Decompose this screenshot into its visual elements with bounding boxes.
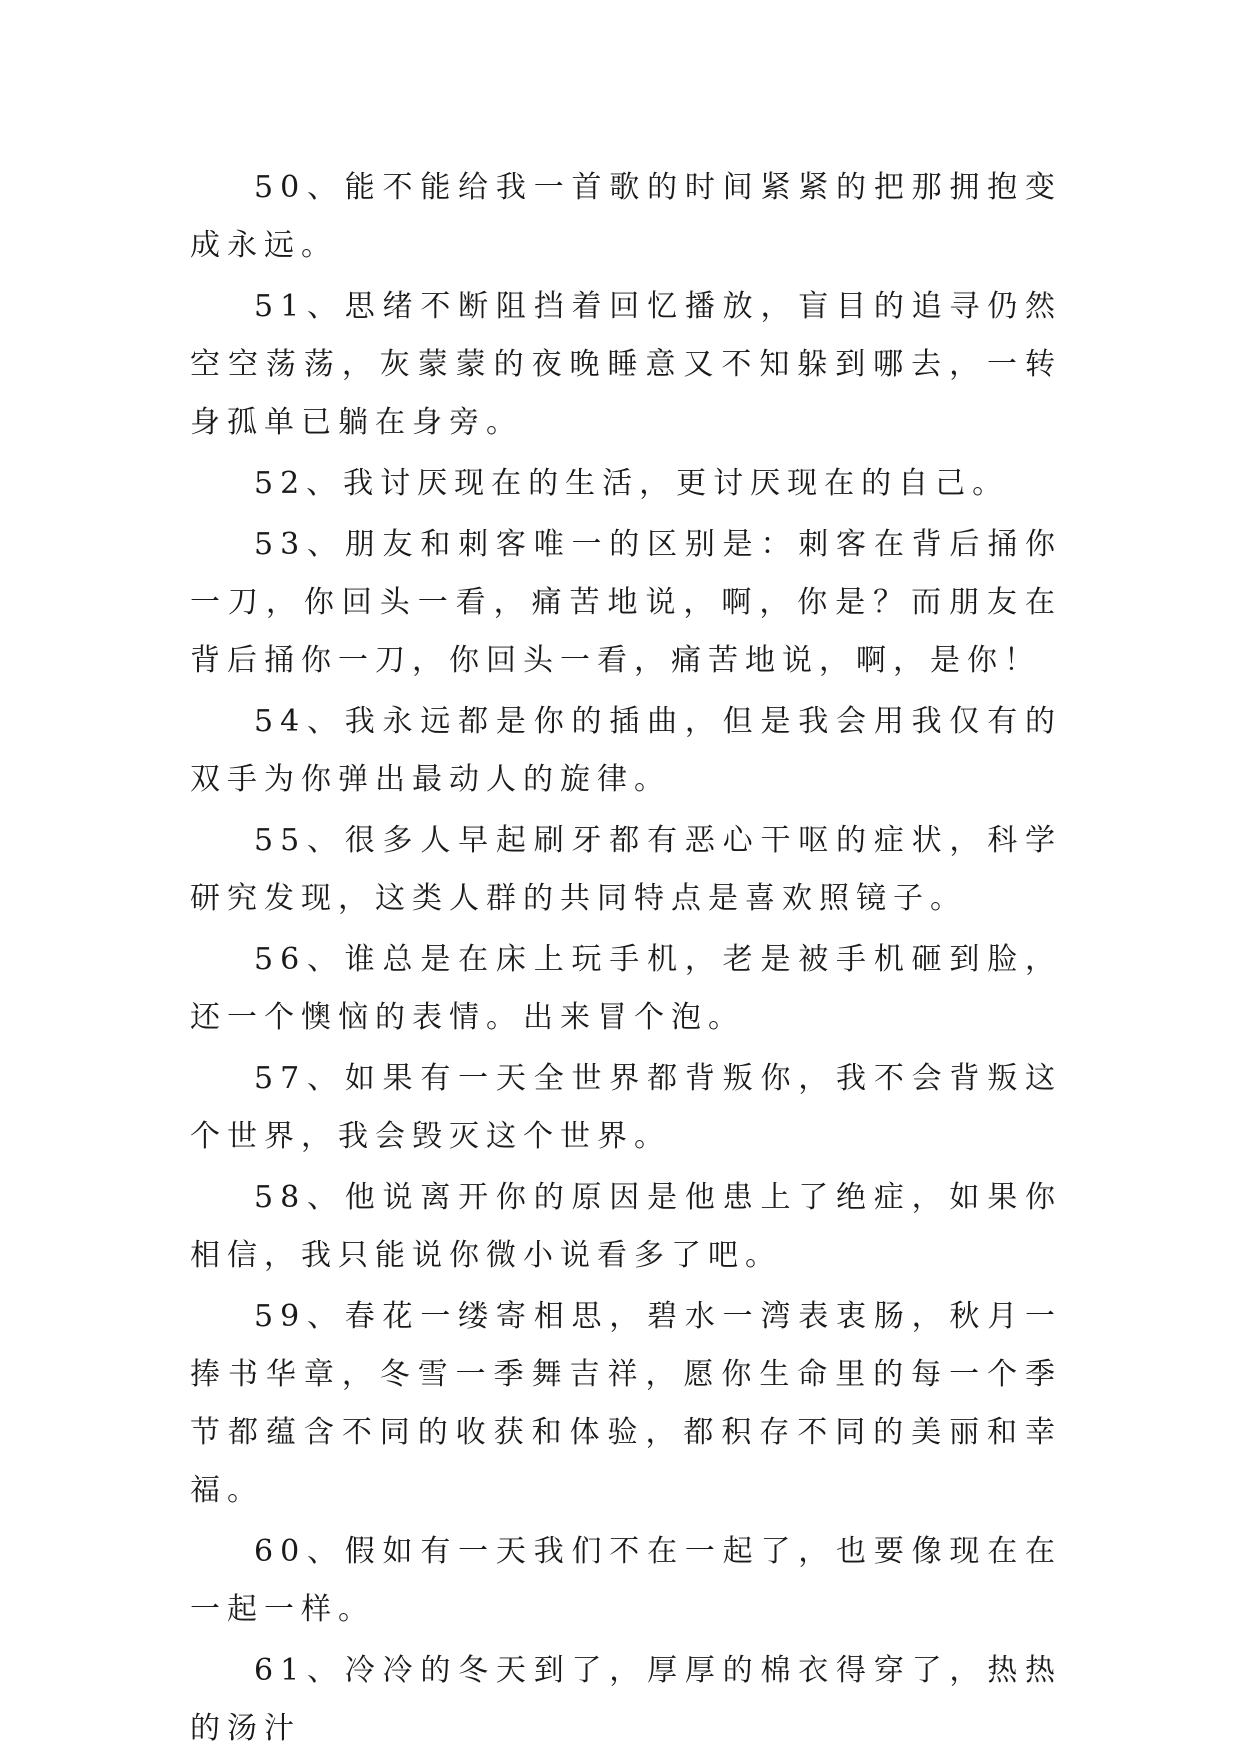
paragraph-52: 52、我讨厌现在的生活，更讨厌现在的自己。 (254, 466, 1010, 501)
paragraph-56: 56、谁总是在床上玩手机，老是被手机砸到脸，还一个懊恼的表情。出来冒个泡。 (190, 942, 1062, 1035)
paragraph-55: 55、很多人早起刷牙都有恶心干呕的症状，科学研究发现，这类人群的共同特点是喜欢照镜子。 (190, 823, 1062, 916)
paragraph-54: 54、我永远都是你的插曲，但是我会用我仅有的双手为你弹出最动人的旋律。 (190, 704, 1062, 797)
paragraph-59: 59、春花一缕寄相思，碧水一湾表衷肠，秋月一捧书华章，冬雪一季舞吉祥，愿你生命里的每一个季节都蕴含不同的收获和体验，都积存不同的美丽和幸福。 (190, 1299, 1062, 1508)
document-body (190, 159, 1062, 1761)
paragraph-61: 61、冷冷的冬天到了，厚厚的棉衣得穿了，热热的汤汁 (190, 1653, 1062, 1746)
paragraph-53: 53、朋友和刺客唯一的区别是：刺客在背后捅你一刀，你回头一看，痛苦地说，啊，你是？而朋友在背后捅你一刀，你回头一看，痛苦地说，啊，是你！ (190, 527, 1062, 678)
paragraph-50: 50、能不能给我一首歌的时间紧紧的把那拥抱变成永远。 (190, 170, 1062, 263)
paragraph-58: 58、他说离开你的原因是他患上了绝症，如果你相信，我只能说你微小说看多了吧。 (190, 1180, 1062, 1273)
paragraph-60: 60、假如有一天我们不在一起了，也要像现在在一起一样。 (190, 1534, 1062, 1627)
paragraph-57: 57、如果有一天全世界都背叛你，我不会背叛这个世界，我会毁灭这个世界。 (190, 1061, 1062, 1154)
paragraph-51: 51、思绪不断阻挡着回忆播放，盲目的追寻仍然空空荡荡，灰蒙蒙的夜晚睡意又不知躲到哪去，一转身孤单已躺在身旁。 (190, 289, 1062, 440)
